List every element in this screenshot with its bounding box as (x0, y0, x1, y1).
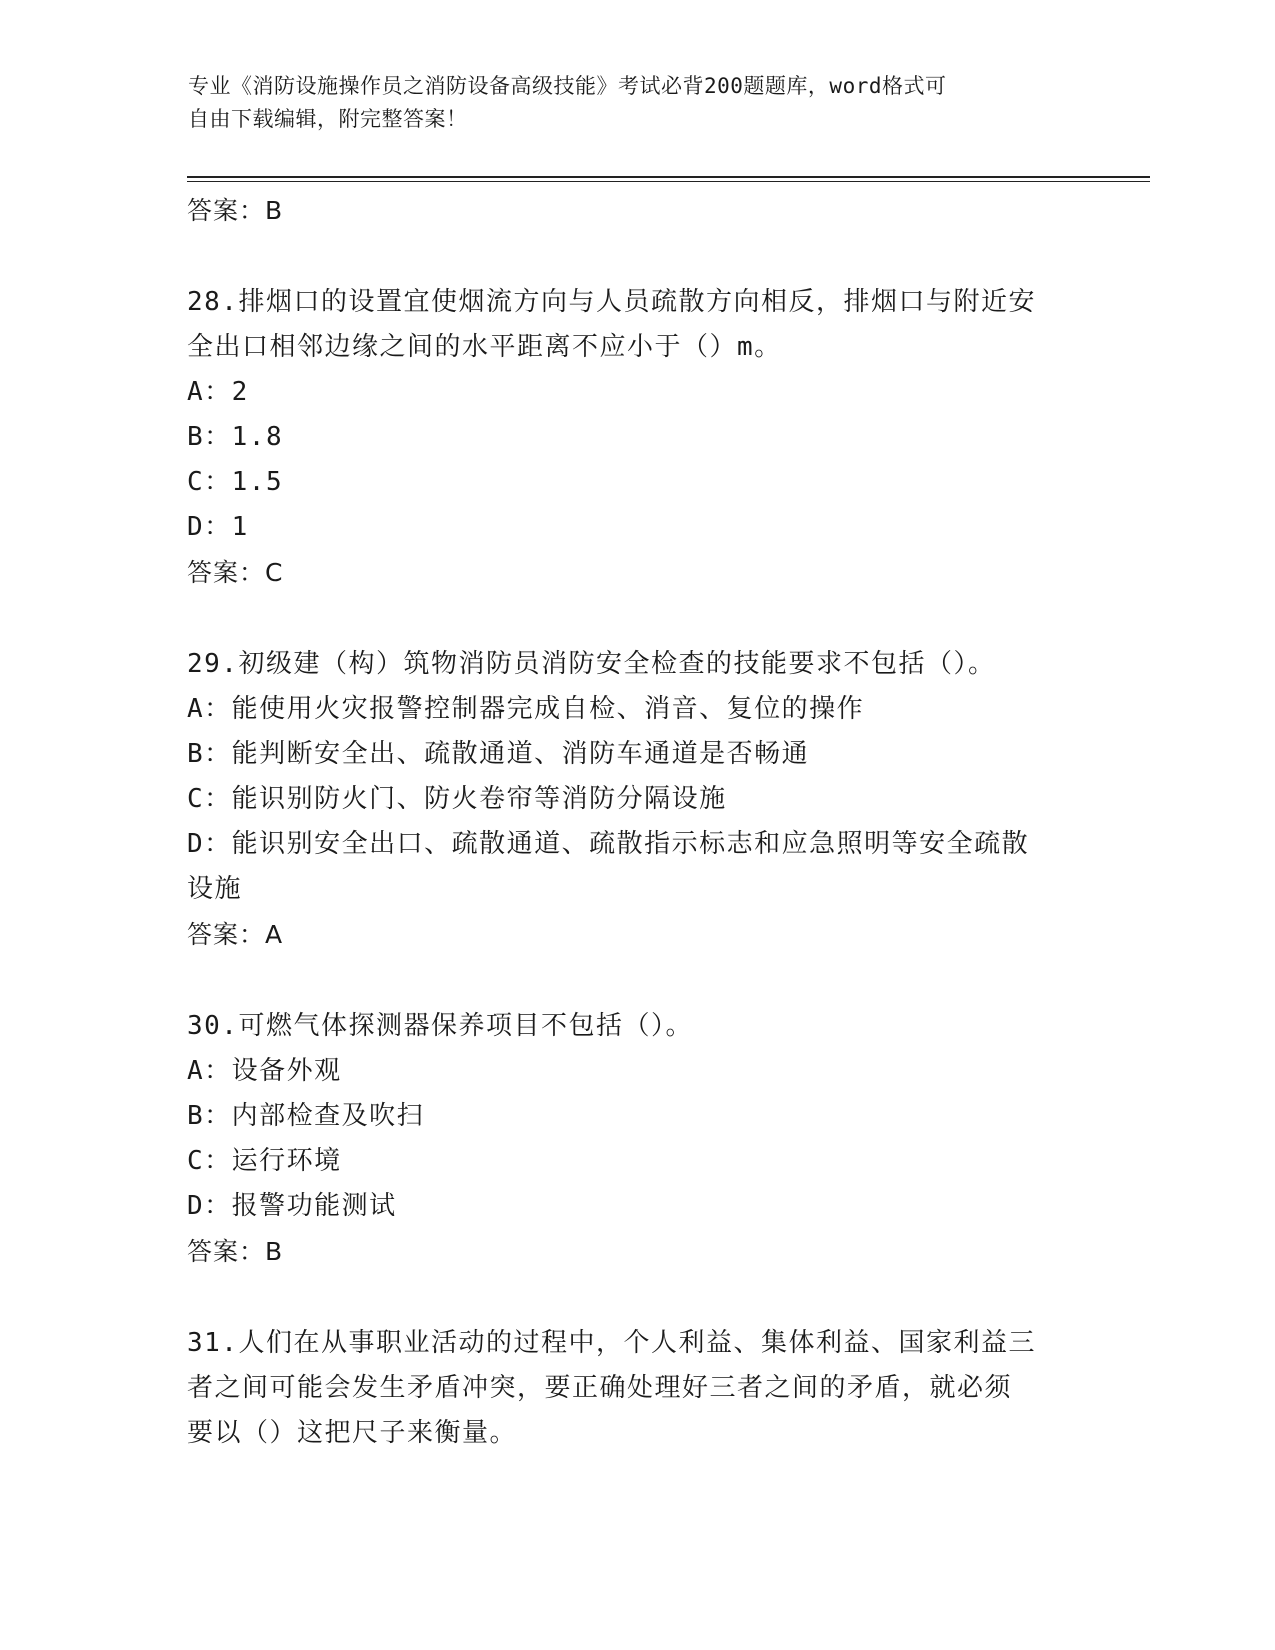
answer-line (187, 912, 1077, 958)
header-note-line: 专业《消防设施操作员之消防设备高级技能》考试必背200题题库，word格式可 (188, 74, 947, 98)
question-29 (187, 642, 1077, 958)
question-30 (187, 1004, 1077, 1275)
option-d: D：1 (187, 512, 249, 542)
option-c: C：运行环境 (187, 1146, 342, 1176)
question-stem-line: 者之间可能会发生矛盾冲突，要正确处理好三者之间的矛盾，就必须 (187, 1373, 1013, 1403)
spacer (187, 596, 1077, 642)
spacer (187, 958, 1077, 1004)
option-a: A：2 (187, 377, 249, 407)
option-a: A：设备外观 (187, 1056, 342, 1086)
answer-label: 答案： (187, 1237, 266, 1266)
answer-line (187, 188, 1077, 234)
option-b: B：内部检查及吹扫 (187, 1101, 425, 1131)
question-stem-line: 31.人们在从事职业活动的过程中，个人利益、集体利益、国家利益三 (187, 1328, 1036, 1358)
question-stem-line: 28.排烟口的设置宜使烟流方向与人员疏散方向相反，排烟口与附近安 (187, 287, 1036, 317)
answer-value: B (265, 196, 284, 225)
header-divider (187, 176, 1150, 178)
question-stem-line: 29.初级建（构）筑物消防员消防安全检查的技能要求不包括（）。 (187, 649, 996, 679)
answer-label: 答案： (187, 558, 266, 587)
answer-line (187, 550, 1077, 596)
answer-value: C (265, 558, 284, 587)
option-d: D：能识别安全出口、疏散通道、疏散指示标志和应急照明等安全疏散 (187, 829, 1030, 859)
answer-label: 答案： (187, 196, 266, 225)
question-stem-line: 全出口相邻边缘之间的水平距离不应小于（）m。 (187, 332, 782, 362)
header-note (188, 70, 1068, 136)
answer-line (187, 1229, 1077, 1275)
answer-label: 答案： (187, 920, 266, 949)
option-d: D：报警功能测试 (187, 1191, 397, 1221)
option-c: C：1.5 (187, 467, 284, 497)
spacer (187, 1275, 1077, 1321)
question-28 (187, 280, 1077, 596)
answer-value: A (265, 920, 284, 949)
option-b: B：能判断安全出、疏散通道、消防车通道是否畅通 (187, 739, 810, 769)
spacer (187, 234, 1077, 280)
question-stem-line: 要以（）这把尺子来衡量。 (187, 1418, 518, 1448)
option-d-continued: 设施 (187, 874, 243, 904)
option-c: C：能识别防火门、防火卷帘等消防分隔设施 (187, 784, 727, 814)
option-a: A：能使用火灾报警控制器完成自检、消音、复位的操作 (187, 694, 865, 724)
question-list (187, 188, 1077, 1456)
option-b: B：1.8 (187, 422, 284, 452)
question-stem-line: 30.可燃气体探测器保养项目不包括（）。 (187, 1011, 693, 1041)
answer-value: B (265, 1237, 284, 1266)
header-divider-thin (187, 181, 1150, 182)
question-31 (187, 1321, 1077, 1456)
header-note-line: 自由下载编辑，附完整答案！ (188, 107, 468, 131)
